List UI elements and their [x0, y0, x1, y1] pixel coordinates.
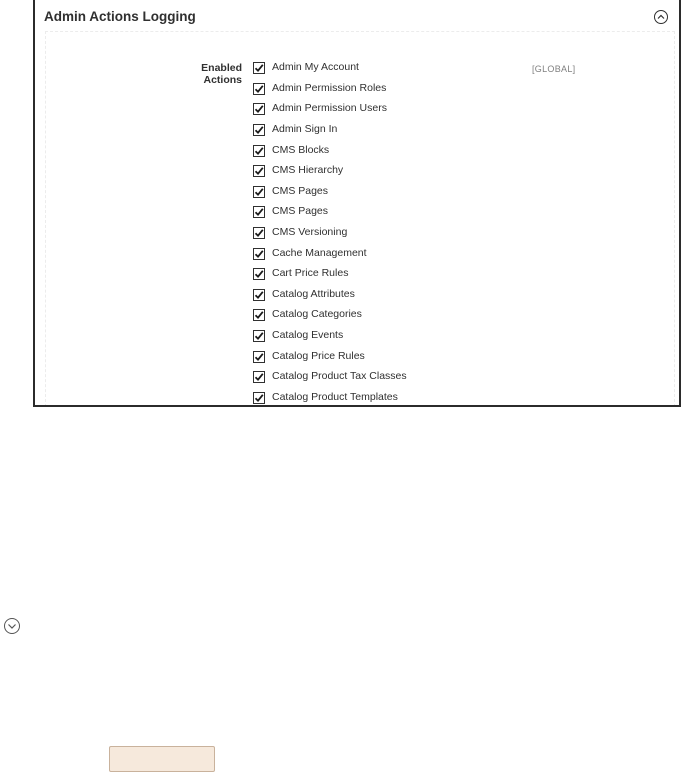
action-item[interactable] — [253, 181, 407, 202]
scope-label: [GLOBAL] — [532, 64, 576, 74]
checkbox[interactable] — [253, 288, 265, 300]
action-label: CMS Versioning — [272, 226, 348, 239]
action-label: Catalog Events — [272, 329, 344, 342]
action-item[interactable] — [253, 222, 407, 243]
checkbox[interactable] — [253, 370, 265, 382]
panel-header[interactable] — [35, 0, 679, 32]
checkbox[interactable] — [253, 123, 265, 135]
action-label: Admin Permission Users — [272, 102, 387, 115]
action-item[interactable] — [253, 263, 407, 284]
save-button[interactable] — [109, 746, 215, 772]
action-item[interactable] — [253, 160, 407, 181]
action-item[interactable] — [253, 78, 407, 99]
action-label: CMS Blocks — [272, 143, 330, 156]
checkbox[interactable] — [253, 329, 265, 341]
action-label: Catalog Product Templates — [272, 390, 398, 403]
enabled-actions-label: Enabled Actions — [201, 62, 242, 86]
action-item[interactable] — [253, 119, 407, 140]
action-item[interactable] — [253, 57, 407, 78]
action-label: Catalog Product Tax Classes — [272, 370, 407, 383]
checkbox[interactable] — [253, 164, 265, 176]
checkbox[interactable] — [253, 267, 265, 279]
action-item[interactable] — [253, 325, 407, 346]
action-item[interactable] — [253, 387, 407, 408]
action-item[interactable] — [253, 345, 407, 366]
checkbox[interactable] — [253, 185, 265, 197]
admin-actions-logging-panel — [33, 0, 681, 407]
action-label: Catalog Price Rules — [272, 349, 365, 362]
action-label: CMS Pages — [272, 184, 329, 197]
action-label: Catalog Categories — [272, 308, 362, 321]
checkbox[interactable] — [253, 144, 265, 156]
checkbox[interactable] — [253, 226, 265, 238]
action-label: Admin My Account — [272, 61, 359, 74]
action-item[interactable] — [253, 242, 407, 263]
checkbox[interactable] — [253, 391, 265, 403]
action-label: Admin Permission Roles — [272, 81, 387, 94]
action-label: Cart Price Rules — [272, 267, 349, 280]
action-item[interactable] — [253, 139, 407, 160]
action-label: Cache Management — [272, 246, 367, 259]
action-label: CMS Hierarchy — [272, 164, 344, 177]
checkbox[interactable] — [253, 102, 265, 114]
checkbox[interactable] — [253, 61, 265, 73]
action-label: Admin Sign In — [272, 123, 338, 136]
action-label: Catalog Attributes — [272, 287, 355, 300]
action-item[interactable] — [253, 98, 407, 119]
panel-title: Admin Actions Logging — [44, 9, 196, 24]
checkbox[interactable] — [253, 205, 265, 217]
action-item[interactable] — [253, 284, 407, 305]
actions-checkbox-list — [253, 57, 407, 407]
checkbox[interactable] — [253, 82, 265, 94]
checkbox[interactable] — [253, 308, 265, 320]
chevron-up-circle-icon[interactable] — [653, 9, 669, 25]
action-label: CMS Pages — [272, 205, 329, 218]
action-item[interactable] — [253, 366, 407, 387]
checkbox[interactable] — [253, 247, 265, 259]
chevron-down-circle-icon[interactable] — [3, 617, 21, 635]
action-item[interactable] — [253, 201, 407, 222]
action-item[interactable] — [253, 304, 407, 325]
checkbox[interactable] — [253, 350, 265, 362]
